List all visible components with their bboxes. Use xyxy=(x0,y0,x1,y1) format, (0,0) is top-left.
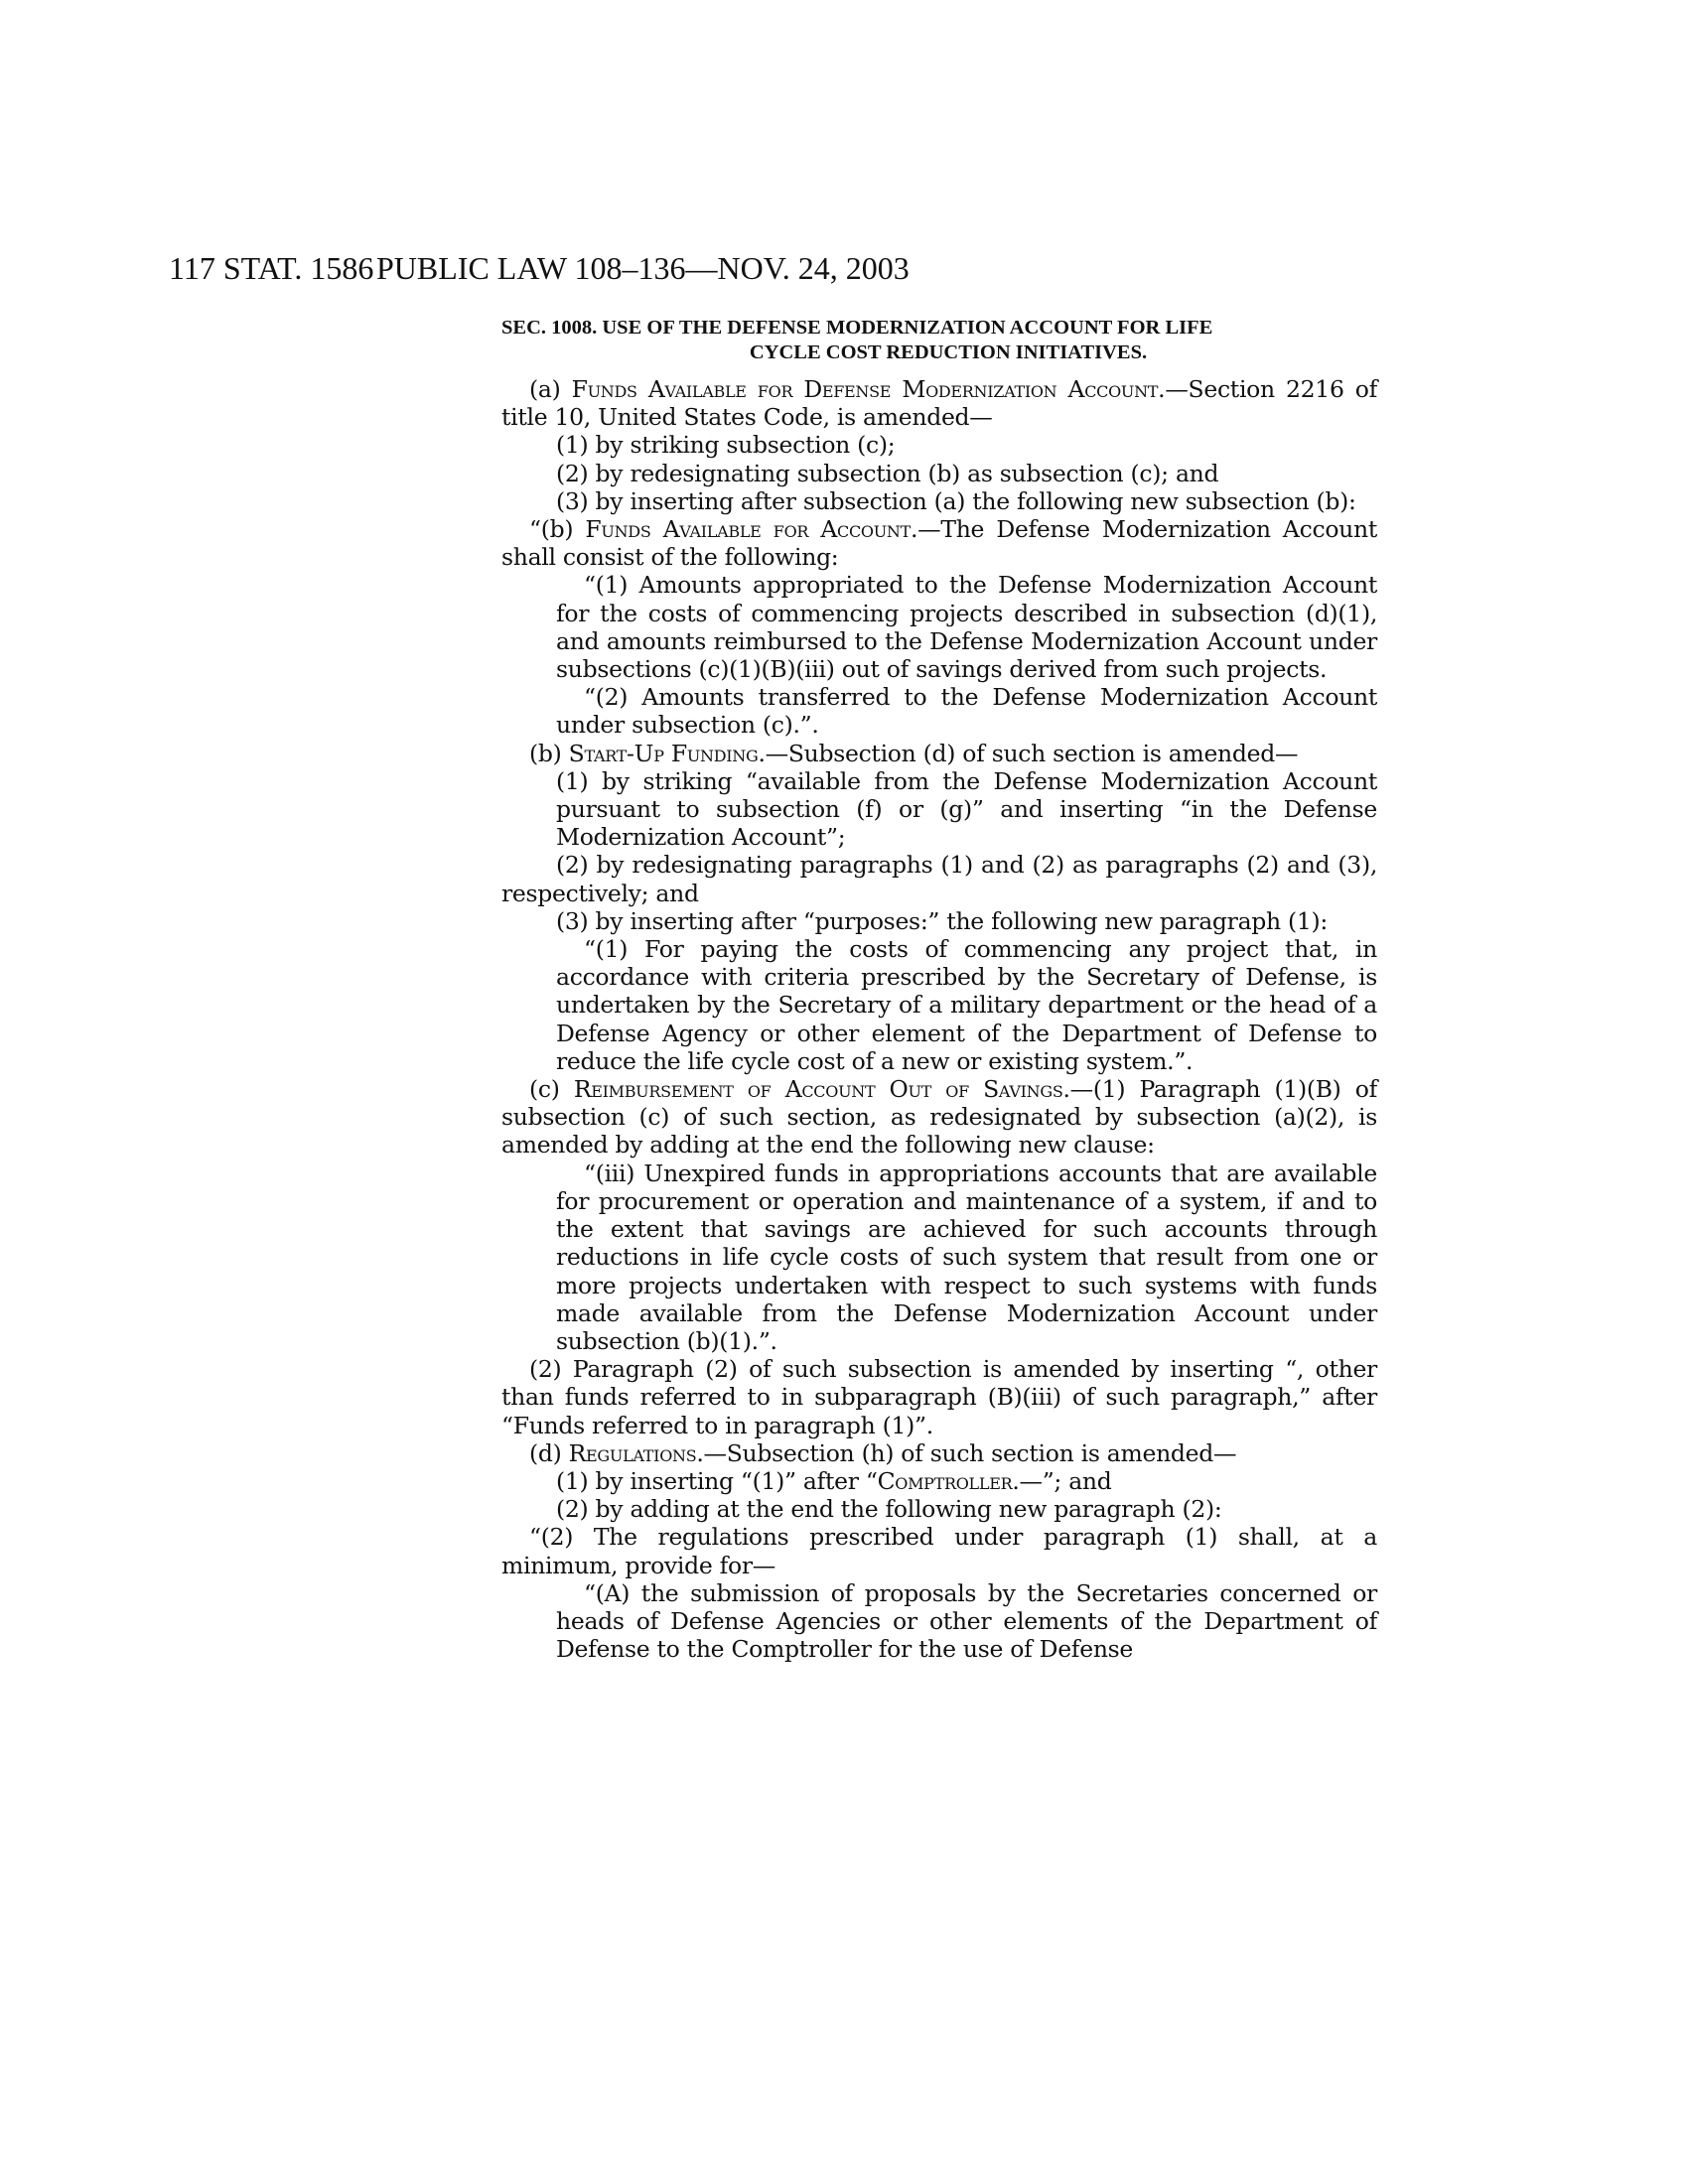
statute-page-number: 117 STAT. 1586 xyxy=(169,250,374,286)
paragraph-d2: (2) by adding at the end the following new paragraph (2): xyxy=(556,1495,1222,1524)
quoted-clause-iii: “(iii) Unexpired funds in appropriations accounts that are available for procurement or operation and maintenance of a system, if and to the extent that savings are achieved for such accounts through reductions in life cycle costs of such system that result from one or more projects undertaken with respect to such systems with funds made available from the Defense Modernization Account under subsection (b)(1).”. xyxy=(556,1159,1377,1355)
paragraph-a1: (1) by striking subsection (c); xyxy=(556,431,896,460)
quoted-subsection-b xyxy=(501,515,1377,571)
subsection-b xyxy=(501,740,1377,767)
paragraph-b2: (2) by redesignating paragraphs (1) and (2) as paragraphs (2) and (3), respectively; and xyxy=(501,851,1377,907)
quoted-paragraph-h2: “(2) The regulations prescribed under paragraph (1) shall, at a minimum, provide for— xyxy=(501,1523,1377,1579)
subsection-b-heading: Start-Up Funding. xyxy=(568,739,766,767)
subsection-a-text: —Section 2216 of title 10, United States Code, is amended— xyxy=(501,375,1377,432)
paragraph-c2: (2) Paragraph (2) of such subsection is amended by inserting “, other than funds referred to in subparagraph (B)(iii) of such paragraph,” after “Funds referred to in paragraph (1)”. xyxy=(501,1355,1377,1439)
quoted-subparagraph-hA: “(A) the submission of proposals by the Secretaries concerned or heads of Defense Agencies or other elements of the Department of Defense to the Comptroller for the use of Defense xyxy=(556,1578,1377,1664)
paragraph-d1-comptroller: Comptroller. xyxy=(877,1466,1020,1495)
paragraph-b1: (1) by striking “available from the Defense Modernization Account pursuant to subsection (f) or (g)” and inserting “in the Defense Modernization Account”; xyxy=(556,766,1377,852)
paragraph-d1-end: —”; and xyxy=(1019,1466,1112,1495)
paragraph-d1-text: (1) by inserting “(1)” after “ xyxy=(556,1466,878,1495)
paragraph-a2: (2) by redesignating subsection (b) as subsection (c); and xyxy=(556,459,1219,487)
quoted-paragraph-d1: “(1) For paying the costs of commencing any project that, in accordance with criteria prescribed by the Secretary of Defense, is undertaken by the Secretary of a military department or the head of a Defense Agency or other element of the Department of Defense to reduce the life cycle cost of a new or existing system.”. xyxy=(556,935,1377,1075)
paragraph-b3: (3) by inserting after “purposes:” the following new paragraph (1): xyxy=(556,906,1329,935)
subsection-d-heading: Regulations. xyxy=(568,1438,704,1467)
subsection-a-heading: Funds Available for Defense Modernization Account. xyxy=(571,375,1166,403)
quoted-subsection-b-text: —The Defense Modernization Account shall consist of the following: xyxy=(501,515,1377,572)
quoted-paragraph-b1: “(1) Amounts appropriated to the Defense Modernization Account for the costs of commencing projects described in subsection (d)(1), and amounts reimbursed to the Defense Modernization Account under subsections (c)(1)(B)(iii) out of savings derived from such projects. xyxy=(556,571,1377,684)
subsection-b-text: —Subsection (d) of such section is amended— xyxy=(765,739,1299,767)
section-heading-line2: CYCLE COST REDUCTION INITIATIVES. xyxy=(749,341,1148,363)
public-law-citation: PUBLIC LAW 108–136—NOV. 24, 2003 xyxy=(376,250,910,286)
subsection-c-label: (c) xyxy=(529,1075,574,1104)
subsection-c-text: —(1) Paragraph (1)(B) of subsection (c) of such section, as redesignated by subsection (a)(2), is amended by adding at the end the following new clause: xyxy=(501,1075,1377,1160)
subsection-a xyxy=(501,375,1377,431)
subsection-c-heading: Reimbursement of Account Out of Savings. xyxy=(573,1075,1070,1104)
subsection-d-label: (d) xyxy=(529,1438,569,1467)
subsection-b-label: (b) xyxy=(529,739,569,767)
subsection-d xyxy=(501,1439,1377,1467)
paragraph-d1 xyxy=(501,1467,1377,1495)
document-body xyxy=(501,375,1377,1663)
section-heading-line1: SEC. 1008. USE OF THE DEFENSE MODERNIZATION ACCOUNT FOR LIFE xyxy=(501,317,1213,339)
subsection-a-label: (a) xyxy=(529,375,572,403)
quoted-subsection-b-heading: Funds Available for Account. xyxy=(585,515,918,544)
section-heading xyxy=(501,316,1375,365)
subsection-c xyxy=(501,1075,1377,1160)
quoted-subsection-b-label: “(b) xyxy=(529,515,586,544)
quoted-paragraph-b2: “(2) Amounts transferred to the Defense Modernization Account under subsection (c).”. xyxy=(556,683,1377,740)
subsection-d-text: —Subsection (h) of such section is amended— xyxy=(703,1438,1237,1467)
paragraph-a3: (3) by inserting after subsection (a) the following new subsection (b): xyxy=(556,486,1356,515)
